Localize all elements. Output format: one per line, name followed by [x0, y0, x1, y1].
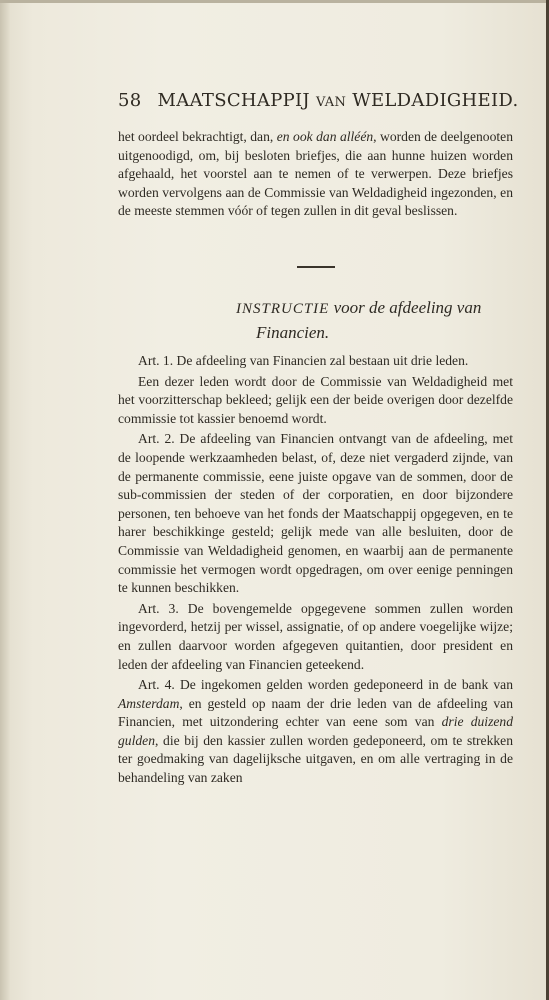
header-title-3: WELDADIGHEID. — [352, 90, 519, 111]
intro-paragraph — [118, 128, 513, 221]
heading-line1: voor de afdeeling van — [329, 298, 482, 317]
article-4 — [118, 676, 513, 788]
section-heading — [236, 296, 521, 344]
articles-block — [118, 352, 513, 788]
page-number: 58 — [118, 90, 142, 111]
intro-emphasis: en ook dan alléén — [276, 129, 374, 144]
section-divider — [297, 266, 335, 268]
header-title-2: VAN — [315, 95, 347, 110]
running-header — [118, 90, 518, 111]
heading-caps: INSTRUCTIE — [236, 301, 330, 317]
article-1-continued: Een dezer leden wordt door de Commissie van Weldadigheid met het voorzitterschap bekleed; gelijk een der beide overigen door dezelfde commissie tot kassier benoemd wordt. — [118, 373, 513, 426]
page-top-edge — [0, 0, 549, 3]
article-4-a: Art. 4. De ingekomen gelden worden gedeponeerd in de bank van — [138, 677, 513, 693]
article-4-emphasis-sum: drie duizend gulden — [118, 714, 513, 748]
article-4-emphasis-city: Amsterdam — [118, 695, 180, 711]
intro-text — [118, 128, 513, 221]
article-4-b: , en gesteld op naam der drie leden van de afdeeling van Financien, met uitzondering echter van eene som van — [118, 695, 513, 730]
intro-text-a: het oordeel bekrachtigt, dan, — [118, 129, 277, 144]
article-2: Art. 2. De afdeeling van Financien ontvangt van de afdeeling, met de loopende werkzaamheden belast, of, deze niet vergaderd zijnde, van de permanente commissie, eene juiste opgave van de sommen, door de sub-commissien der steden of der corporatien, en door bijzondere personen, ten behoeve van het fonds der Maatschappij opgegeven, en te harer beschikkinge gesteld; gelijk mede van alle besluiten, door de Commissie van Weldadigheid genomen, en waarbij aan de permanente commissie het vermogen wordt opgedragen, om over eenige penningen te kunnen beschikken. — [118, 431, 513, 596]
page-gutter — [0, 0, 10, 1000]
heading-line2: Financien. — [256, 323, 330, 342]
article-4-c: , die bij den kassier zullen worden gedeponeerd, om te strekken ter goedmaking van dagelijksche uitgaven, en om alle vertraging in de behandeling van zaken — [118, 732, 513, 786]
header-title-1: MAATSCHAPPIJ — [157, 90, 310, 111]
article-1: Art. 1. De afdeeling van Financien zal bestaan uit drie leden. — [138, 353, 469, 368]
intro-text-b: , worden de deelgenooten uitgenoodigd, om, bij besloten briefjes, die aan hunne huizen worden afgehaald, het voorstel aan te nemen of te verwerpen. Deze briefjes worden vervolgens aan de Commissie van Weldadigheid ingezonden, en de meeste stemmen vóór of tegen zullen in dit geval beslissen. — [118, 129, 513, 219]
article-3: Art. 3. De bovengemelde opgegevene sommen zullen worden ingevorderd, hetzij per wissel, assignatie, of op andere voegelijke wijze; en zullen daarvoor worden afgegeven quitantien, door president en leden der afdeeling van Financien geteekend. — [118, 600, 513, 672]
